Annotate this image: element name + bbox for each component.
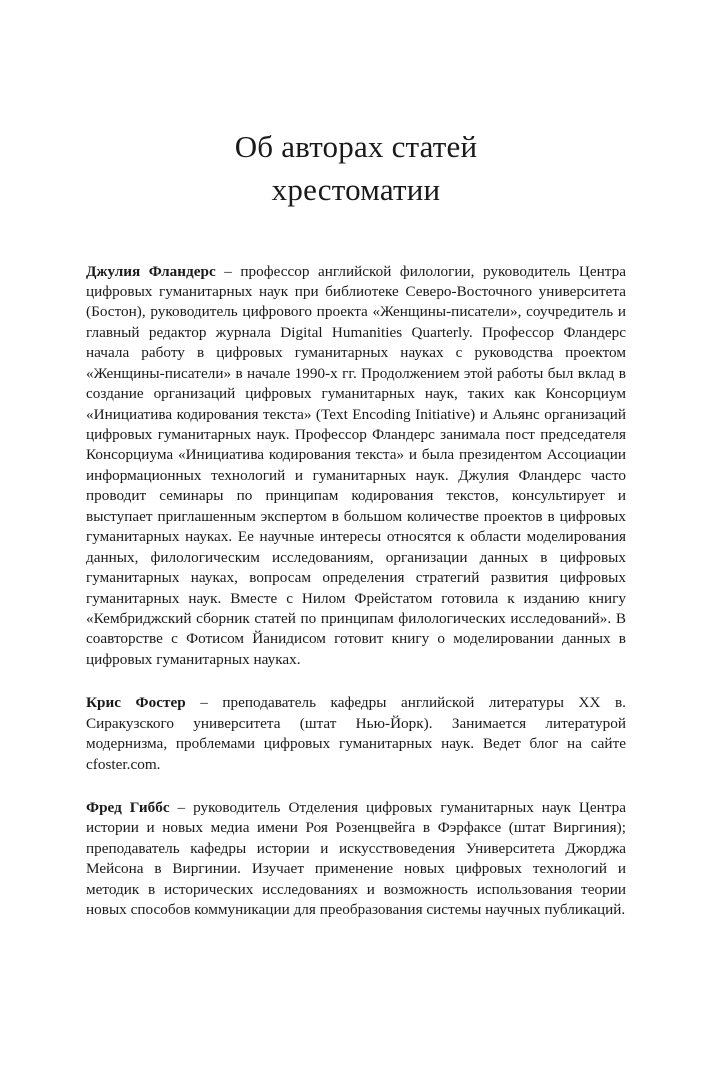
page-title-line-2: хрестоматии	[271, 171, 441, 207]
author-name: Фред Гиббс	[86, 799, 170, 817]
author-entry	[86, 693, 626, 775]
author-biographies	[86, 262, 626, 921]
author-name: Джулия Фландерс	[86, 262, 216, 280]
author-name: Крис Фостер	[86, 694, 186, 712]
author-bio: – руководитель Отделения цифровых гуманитарных наук Центра истории и новых медиа имени Роя Розенцвейга в Фэрфаксе (штат Виргиния); преподаватель кафедры истории и искусствоведения Университета Джорджа Мейсона в Виргинии. Изучает применение новых цифровых технологий и методик в исторических исследованиях и возможность использования теории новых способов коммуникации для преобразования системы научных публикаций.	[86, 799, 626, 919]
author-bio: – профессор английской филологии, руководитель Центра цифровых гуманитарных наук при библиотеке Северо-Восточного университета (Бостон), руководитель цифрового проекта «Женщины-писатели», соучредитель и главный редактор журнала Digital Humanities Quarterly. Профессор Фландерс начала работу в цифровых гуманитарных науках с руководства проектом «Женщины-писатели» в начале 1990-х гг. Продолжением этой работы был вклад в создание организаций цифровых гуманитарных наук, таких как Консорциум «Инициатива кодирования текста» (Text Encoding Initiative) и Альянс организаций цифровых гуманитарных наук. Профессор Фландерс занимала пост председателя Консорциума «Инициатива кодирования текста» и была президентом Ассоциации информационных технологий и гуманитарных наук. Джулия Фландерс часто проводит семинары по принципам кодирования текстов, консультирует и выступает приглашенным экспертом в большом количестве проектов в цифровых гуманитарных науках. Ее научные интересы относятся к области моделирования данных, филологическим исследованиям, организации данных в цифровых гуманитарных науках, вопросам определения стратегий развития цифровых гуманитарных наук. Вместе с Нилом Фрейстатом готовила к изданию книгу «Кембриджский сборник статей по принципам филологических исследований». В соавторстве с Фотисом Йанидисом готовит книгу о моделировании данных в цифровых гуманитарных науках.	[86, 262, 626, 668]
author-entry	[86, 798, 626, 921]
author-entry	[86, 262, 626, 671]
page-title-line-1: Об авторах статей	[234, 129, 478, 164]
author-bio: – преподаватель кафедры английской литературы XX в. Сиракузского университета (штат Нью-Йорк). Занимается литературой модернизма, проблемами цифровых гуманитарных наук. Ведет блог на сайте cfoster.com.	[86, 694, 626, 773]
page-title	[86, 0, 626, 212]
